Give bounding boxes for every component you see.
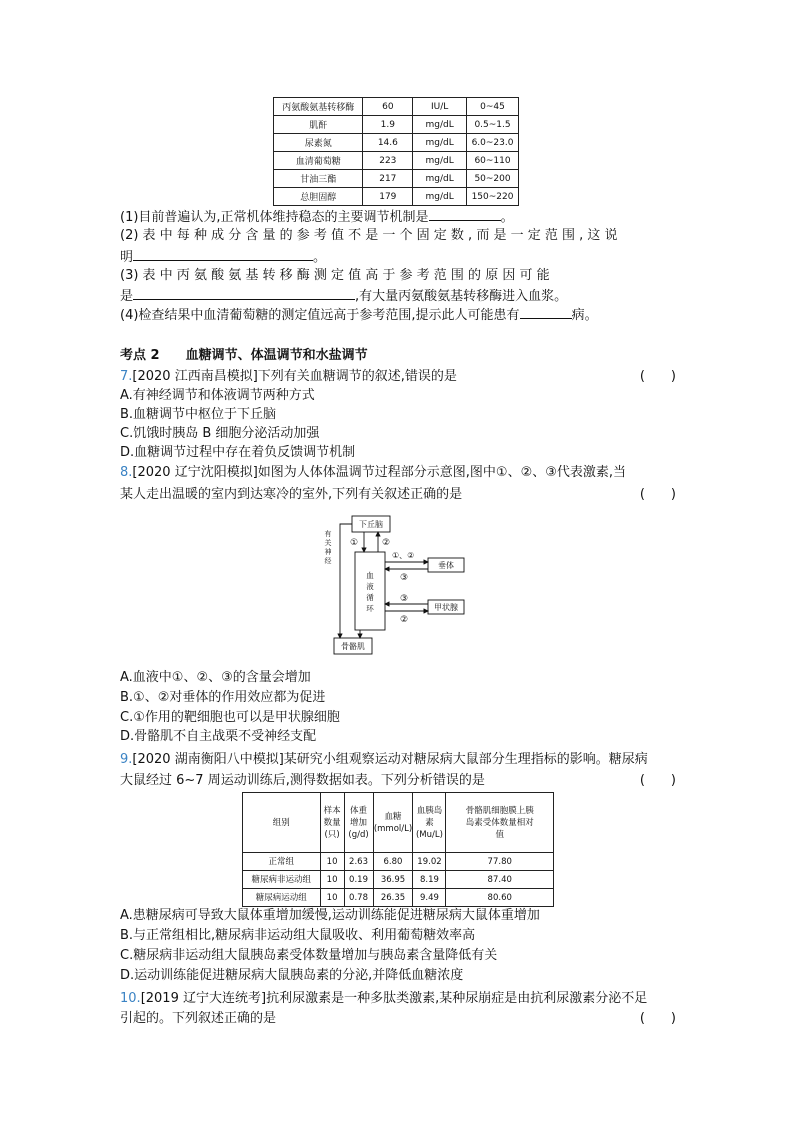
table-cell: 肌酐 bbox=[274, 116, 363, 134]
answer-parentheses[interactable]: ( ) bbox=[639, 369, 676, 384]
label-c1: ① bbox=[350, 538, 359, 548]
q-prev-part4: (4)检查结果中血清葡萄糖的测定值远高于参考范围,提示此人可能患有 病。 bbox=[120, 304, 676, 325]
table-cell: 8.19 bbox=[413, 871, 446, 889]
table-row bbox=[274, 152, 519, 170]
diagram-char: 液 bbox=[366, 582, 374, 591]
table-cell: 尿素氮 bbox=[274, 134, 363, 152]
blood-circulation-box bbox=[355, 552, 385, 630]
table-cell: 50~200 bbox=[467, 170, 519, 188]
table-cell: 6.0~23.0 bbox=[467, 134, 519, 152]
label-c3-bottom: ③ bbox=[400, 594, 409, 604]
table-cell: 77.80 bbox=[446, 853, 554, 871]
pituitary-label: 垂体 bbox=[438, 561, 454, 570]
q7-option-a[interactable]: A.有神经调节和体液调节两种方式 bbox=[120, 388, 315, 403]
thermoregulation-diagram bbox=[320, 512, 470, 660]
table-row bbox=[243, 853, 554, 871]
table-cell: 10 bbox=[320, 889, 344, 907]
answer-parentheses[interactable]: ( ) bbox=[639, 773, 676, 788]
table-row bbox=[243, 889, 554, 907]
table-cell: mg/dL bbox=[413, 170, 467, 188]
table-row bbox=[243, 871, 554, 889]
label-c2: ② bbox=[382, 538, 391, 548]
q9-option-d[interactable]: D.运动训练能促进糖尿病大鼠胰岛素的分泌,并降低血糖浓度 bbox=[120, 968, 464, 983]
q9-stem-line2: 大鼠经过 6~7 周运动训练后,测得数据如表。下列分析错误的是 ( ) bbox=[120, 773, 676, 788]
table-cell: 10 bbox=[320, 871, 344, 889]
q-prev-part3-cont: 是 ,有大量丙氨酸氨基转移酶进入血浆。 bbox=[120, 285, 676, 306]
table-cell: 糖尿病非运动组 bbox=[243, 871, 321, 889]
q9-option-a[interactable]: A.患糖尿病可导致大鼠体重增加缓慢,运动训练能促进糖尿病大鼠体重增加 bbox=[120, 908, 540, 923]
q-prev-part3: (3) 表 中 丙 氨 酸 氨 基 转 移 酶 测 定 值 高 于 参 考 范 围 的 原 因 可 能 bbox=[120, 268, 550, 283]
table-cell: 80.60 bbox=[446, 889, 554, 907]
table-cell: 血清葡萄糖 bbox=[274, 152, 363, 170]
muscle-label: 骨骼肌 bbox=[341, 642, 365, 651]
diabetes-data-table bbox=[242, 792, 554, 907]
q7-option-d[interactable]: D.血糖调节过程中存在着负反馈调节机制 bbox=[120, 445, 356, 460]
table-cell: mg/dL bbox=[413, 188, 467, 206]
answer-blank[interactable] bbox=[133, 246, 313, 261]
diagram-char: 环 bbox=[366, 604, 374, 613]
table-cell: 9.49 bbox=[413, 889, 446, 907]
table-cell: 60 bbox=[363, 98, 413, 116]
answer-blank[interactable] bbox=[429, 206, 501, 221]
nerve-label bbox=[325, 529, 332, 565]
table-cell: mg/dL bbox=[413, 116, 467, 134]
table-cell: 19.02 bbox=[413, 853, 446, 871]
answer-parentheses[interactable]: ( ) bbox=[639, 487, 676, 502]
table-cell: IU/L bbox=[413, 98, 467, 116]
label-c2-bottom: ② bbox=[400, 615, 409, 625]
table-cell: 10 bbox=[320, 853, 344, 871]
header-group: 组别 bbox=[243, 793, 321, 853]
thyroid-label: 甲状腺 bbox=[434, 603, 458, 612]
table-cell: 总胆固醇 bbox=[274, 188, 363, 206]
q8-option-a[interactable]: A.血液中①、②、③的含量会增加 bbox=[120, 670, 311, 685]
table-cell: 糖尿病运动组 bbox=[243, 889, 321, 907]
header-sample: 样本 数量 (只) bbox=[320, 793, 344, 853]
q9-option-c[interactable]: C.糖尿病非运动组大鼠胰岛素受体数量增加与胰岛素含量降低有关 bbox=[120, 948, 498, 963]
table-cell: 0.78 bbox=[344, 889, 373, 907]
diagram-char: 关 bbox=[324, 539, 332, 547]
header-glucose: 血糖 (mmol/L) bbox=[373, 793, 413, 853]
table-cell: 0.5~1.5 bbox=[467, 116, 519, 134]
q7-option-b[interactable]: B.血糖调节中枢位于下丘脑 bbox=[120, 407, 277, 422]
section-heading: 考点 2 血糖调节、体温调节和水盐调节 bbox=[120, 348, 368, 363]
diagram-char: 神 bbox=[324, 548, 332, 556]
table-cell: 14.6 bbox=[363, 134, 413, 152]
label-c12: ①、② bbox=[392, 551, 415, 560]
table-cell: 26.35 bbox=[373, 889, 413, 907]
q7-stem: 7.[2020 江西南昌模拟]下列有关血糖调节的叙述,错误的是 ( ) bbox=[120, 369, 676, 384]
table-row bbox=[274, 98, 519, 116]
table-row bbox=[274, 116, 519, 134]
label-c3-top: ③ bbox=[400, 573, 409, 583]
q8-option-b[interactable]: B.①、②对垂体的作用效应都为促进 bbox=[120, 690, 326, 705]
reference-table bbox=[273, 97, 519, 206]
table-cell: 1.9 bbox=[363, 116, 413, 134]
table-row bbox=[274, 134, 519, 152]
answer-blank[interactable] bbox=[133, 285, 355, 300]
q8-stem-line2: 某人走出温暖的室内到达寒冷的室外,下列有关叙述正确的是 ( ) bbox=[120, 487, 676, 502]
table-cell: 正常组 bbox=[243, 853, 321, 871]
q7-option-c[interactable]: C.饥饿时胰岛 B 细胞分泌活动加强 bbox=[120, 426, 320, 441]
q-prev-part1: (1)目前普遍认为,正常机体维持稳态的主要调节机制是 。 bbox=[120, 206, 676, 227]
table-cell: 0.19 bbox=[344, 871, 373, 889]
table-cell: 60~110 bbox=[467, 152, 519, 170]
q-prev-part2: (2) 表 中 每 种 成 分 含 量 的 参 考 值 不 是 一 个 固 定 数 , 而 是 一 定 范 围 , 这 说 bbox=[120, 228, 618, 243]
table-row bbox=[274, 188, 519, 206]
q-prev-part2-cont: 明 。 bbox=[120, 246, 676, 267]
blood-circulation-label bbox=[366, 570, 374, 613]
table-cell: 217 bbox=[363, 170, 413, 188]
diagram-char: 经 bbox=[324, 557, 332, 565]
q8-option-c[interactable]: C.①作用的靶细胞也可以是甲状腺细胞 bbox=[120, 710, 340, 725]
header-receptor: 骨骼肌细胞膜上胰 岛素受体数量相对 值 bbox=[446, 793, 554, 853]
table-cell: 150~220 bbox=[467, 188, 519, 206]
hypothalamus-label: 下丘脑 bbox=[359, 520, 383, 529]
table-cell: mg/dL bbox=[413, 152, 467, 170]
table-cell: 179 bbox=[363, 188, 413, 206]
q9-stem-line1: 9.[2020 湖南衡阳八中模拟]某研究小组观察运动对糖尿病大鼠部分生理指标的影响。糖尿病 bbox=[120, 752, 648, 767]
q9-option-b[interactable]: B.与正常组相比,糖尿病非运动组大鼠吸收、利用葡萄糖效率高 bbox=[120, 928, 476, 943]
table-row bbox=[274, 170, 519, 188]
header-weight: 体重 增加 (g/d) bbox=[344, 793, 373, 853]
answer-parentheses[interactable]: ( ) bbox=[639, 1011, 676, 1026]
table-cell: 甘油三酯 bbox=[274, 170, 363, 188]
answer-blank[interactable] bbox=[520, 304, 572, 319]
table-cell: 36.95 bbox=[373, 871, 413, 889]
diagram-char: 循 bbox=[366, 593, 374, 602]
diagram-char: 有 bbox=[324, 530, 332, 538]
diagram-char: 血 bbox=[366, 571, 374, 580]
table-cell: 87.40 bbox=[446, 871, 554, 889]
table-cell: 6.80 bbox=[373, 853, 413, 871]
table-cell: 2.63 bbox=[344, 853, 373, 871]
table-cell: 0~45 bbox=[467, 98, 519, 116]
q10-stem-line1: 10.[2019 辽宁大连统考]抗利尿激素是一种多肽类激素,某种尿崩症是由抗利尿激素分泌不足 bbox=[120, 991, 648, 1006]
q8-stem-line1: 8.[2020 辽宁沈阳模拟]如图为人体体温调节过程部分示意图,图中①、②、③代表激素,当 bbox=[120, 465, 627, 480]
q8-option-d[interactable]: D.骨骼肌不自主战栗不受神经支配 bbox=[120, 729, 317, 744]
table-cell: 丙氨酸氨基转移酶 bbox=[274, 98, 363, 116]
table-cell: 223 bbox=[363, 152, 413, 170]
q10-stem-line2: 引起的。下列叙述正确的是 ( ) bbox=[120, 1011, 676, 1026]
table-cell: mg/dL bbox=[413, 134, 467, 152]
header-insulin: 血胰岛 素 (Mu/L) bbox=[413, 793, 446, 853]
